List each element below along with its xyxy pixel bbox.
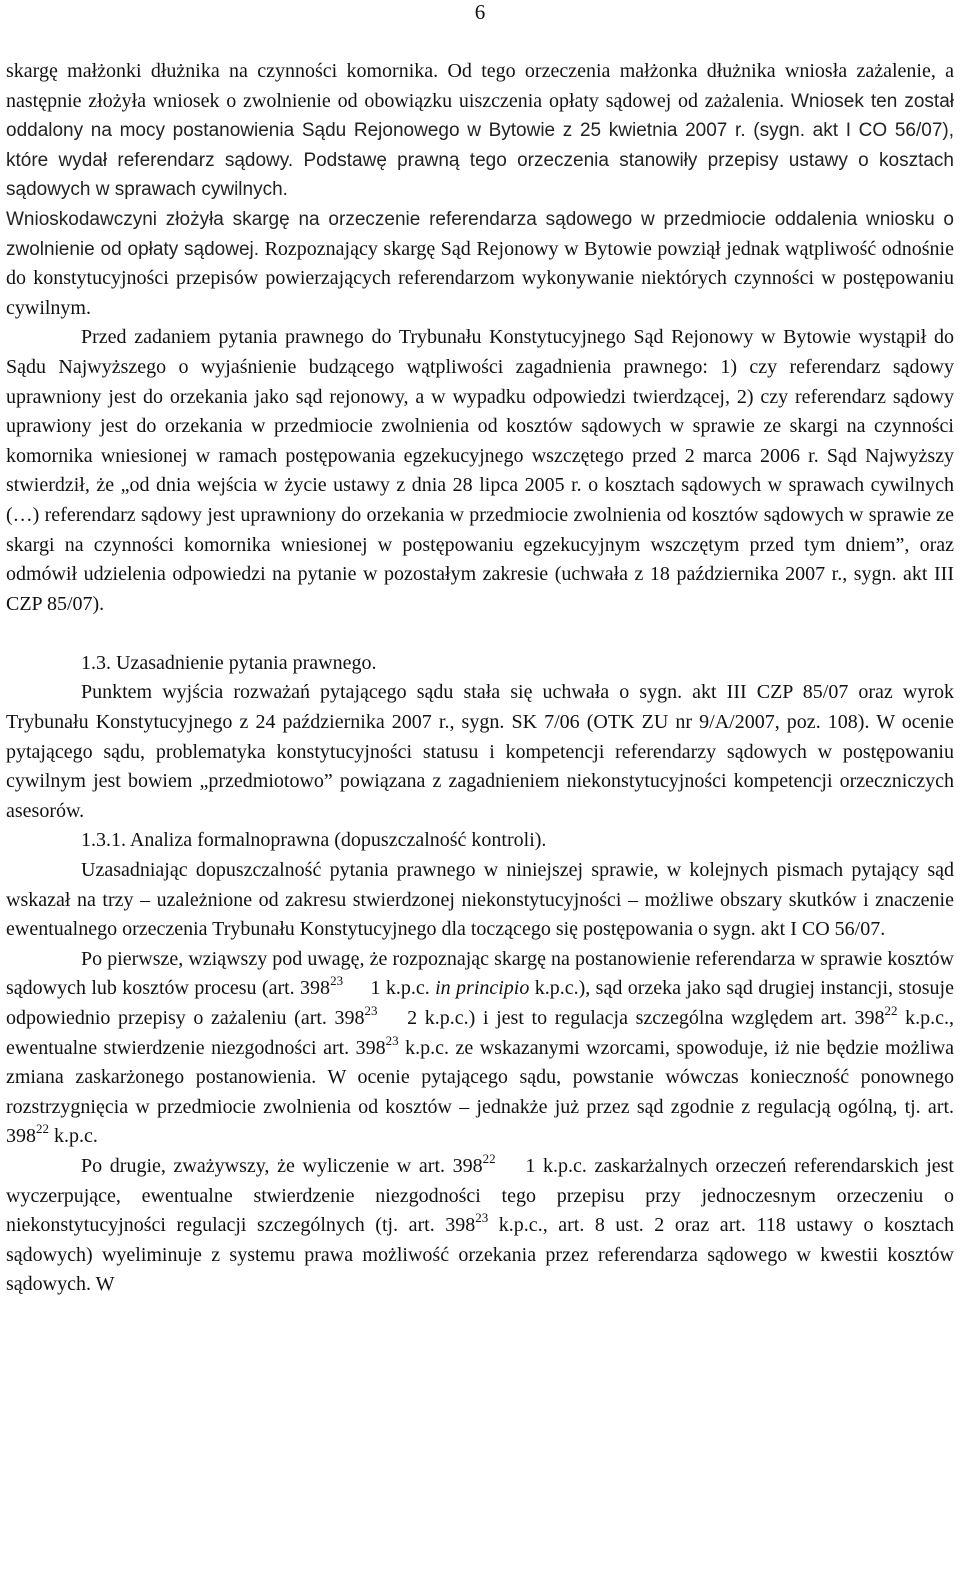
superscript: 23: [330, 973, 344, 989]
superscript: 22: [36, 1121, 49, 1137]
paragraph: [6, 1152, 954, 1300]
paragraph: [6, 856, 954, 945]
paragraph: [6, 57, 954, 205]
text-run: 1.3.1. Analiza formalnoprawna (dopuszczalność kontroli).: [81, 829, 547, 852]
text-run: Punktem wyjścia rozważań pytającego sądu stała się uchwała o sygn. akt III CZP 85/07 oraz wyrok Trybunału Konstytucyjnego z 24 października 2007 r., sygn. SK 7/06 (OTK ZU nr 9/A/2007, poz. 108). W ocenie pytającego sądu, problematyka konstytucyjności statusu i kompetencji referendarzy sądowych w postępowaniu cywilnym jest bowiem „przedmiotowo” powiązana z zagadnieniem niekonstytucyjności kompetencji orzeczniczych asesorów.: [6, 681, 954, 822]
text-run: k.p.c.), sąd orzeka jako sąd drugiej instancji, stosuje odpowiednio przepisy o zażaleniu (art. 398: [6, 977, 954, 1029]
text-run: k.p.c., art. 8 ust. 2 oraz art. 118 ustawy o kosztach sądowych) wyeliminuje z systemu prawa możliwość orzekania przez referendarza sądowego w kwestii kosztów sądowych. W: [6, 1214, 954, 1296]
text-run: 1 k.p.c.: [365, 977, 436, 1000]
section-heading: [6, 649, 954, 679]
italic-text: in principio: [435, 977, 530, 1000]
paragraph: [6, 205, 954, 323]
page-number: 6: [474, 0, 486, 24]
text-run: Po drugie, zważywszy, że wyliczenie w art. 398: [81, 1154, 483, 1177]
paragraph: [6, 678, 954, 826]
text-run: Wniosek ten został oddalony na mocy postanowienia Sądu Rejonowego w Bytowie z 25 kwietnia 2007 r. (sygn. akt I CO 56/07), które wydał referendarz sądowy. Podstawę prawną tego orzeczenia stanowiły przepisy ustawy o kosztach sądowych w sprawach cywilnych.: [6, 90, 954, 201]
superscript: 23: [385, 1032, 399, 1048]
paragraph: [6, 323, 954, 619]
text-run: Wnioskodawczyni złożyła skargę na orzeczenie referendarza sądowego w przedmiocie oddalenia wniosku o zwolnienie od opłaty sądowej.: [6, 208, 954, 260]
text-run: Uzasadniając dopuszczalność pytania prawnego w niniejszej sprawie, w kolejnych pismach pytający sąd wskazał na trzy – uzależnione od zakresu stwierdzonej niekonstytucyjności – możliwe obszary skutków i znaczenie ewentualnego orzeczenia Trybunału Konstytucyjnego dla toczącego się postępowania o sygn. akt I CO 56/07.: [6, 859, 954, 941]
text-run: k.p.c., ewentualne stwierdzenie niezgodności art. 398: [6, 1007, 954, 1059]
text-run: 2 k.p.c.) i jest to regulacja szczególna względem art. 398: [399, 1007, 885, 1029]
superscript: 22: [884, 1003, 898, 1018]
superscript: 23: [364, 1003, 378, 1018]
paragraph: [6, 945, 954, 1152]
text-run: k.p.c.: [49, 1125, 98, 1148]
text-run: 1.3. Uzasadnienie pytania prawnego.: [81, 651, 377, 674]
text-run: Rozpoznający skargę Sąd Rejonowy w Bytowie powziął jednak wątpliwość odnośnie do konstytucyjności przepisów powierzających referendarzom wykonywanie niektórych czynności w postępowaniu cywilnym.: [6, 237, 954, 319]
text-run: Przed zadaniem pytania prawnego do Trybunału Konstytucyjnego Sąd Rejonowy w Bytowie wystąpił do Sądu Najwyższego o wyjaśnienie budzącego wątpliwości zagadnienia prawnego: 1) czy referendarz sądowy uprawniony jest do orzekania jako sąd rejonowy, a w wypadku odpowiedzi twierdzącej, 2) czy referendarz sądowy uprawiony jest do orzekania w przedmiocie zwolnienia od kosztów sądowych w sprawie ze skargi na czynności komornika wniesionej w ramach postępowania egzekucyjnego wszczętego przed 2 marca 2006 r. Sąd Najwyższy stwierdził, że „od dnia wejścia w życie ustawy z dnia 28 lipca 2005 r. o kosztach sądowych w sprawach cywilnych (…) referendarz sądowy jest uprawniony do orzekania w przedmiocie zwolnienia od kosztów sądowych w sprawie ze skargi na czynności komornika wniesionej w postępowaniu egzekucyjnym wszczętym przed tym dniem”, oraz odmówił udzielenia odpowiedzi na pytanie w pozostałym zakresie (uchwała z 18 października 2007 r., sygn. akt III CZP 85/07).: [6, 326, 954, 615]
text-run: Po pierwsze, wziąwszy pod uwagę, że rozpoznając skargę na postanowienie referendarza w sprawie kosztów sądowych lub kosztów procesu (art. 398: [6, 947, 954, 1000]
section-heading: [6, 826, 954, 856]
superscript: 22: [482, 1150, 496, 1166]
text-run: skargę małżonki dłużnika na czynności komornika. Od tego orzeczenia małżonka dłużnika wniosła zażalenie, a następnie złożyła wniosek o zwolnienie od obowiązku uiszczenia opłaty sądowej od zażalenia.: [6, 60, 954, 112]
document-body: [6, 57, 954, 1300]
text-run: 1 k.p.c. zaskarżalnych orzeczeń referendarskich jest wyczerpujące, ewentualne stwierdzenie niezgodności tego przepisu przy jednoczesnym orzeczeniu o niekonstytucyjności regulacji szczególnych (tj. art. 398: [6, 1154, 954, 1237]
text-run: k.p.c. ze wskazanymi wzorcami, spowoduje, iż nie będzie możliwa zmiana zaskarżonego postanowienia. W ocenie pytającego sądu, powstanie wówczas konieczność ponownego rozstrzygnięcia w przedmiocie zwolnienia od kosztów – jednakże już przez sąd zgodnie z regulacją ogólną, tj. art. 398: [6, 1036, 955, 1148]
superscript: 23: [475, 1210, 489, 1226]
